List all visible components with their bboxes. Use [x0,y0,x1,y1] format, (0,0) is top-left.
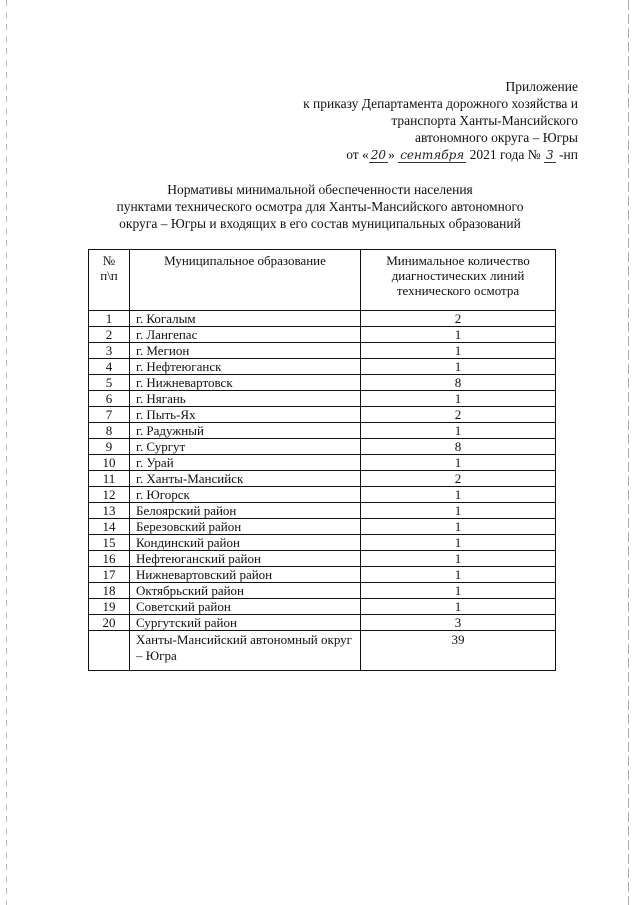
header-municipality: Муниципальное образование [130,250,361,311]
header-line-3: транспорта Ханты-Мансийского [391,113,578,128]
row-municipality: г. Нефтеюганск [130,359,361,375]
row-number: 2 [89,327,130,343]
row-number: 14 [89,519,130,535]
row-municipality: г. Урай [130,455,361,471]
row-municipality: г. Югорск [130,487,361,503]
table-row [89,423,556,439]
row-lines-count: 1 [361,551,556,567]
title-line-1: Нормативы минимальной обеспеченности населения [167,182,473,197]
title-line-3: округа – Югры и входящих в его состав муниципальных образований [119,216,521,231]
table-row [89,327,556,343]
scan-edge-left [6,0,7,905]
table-row [89,375,556,391]
row-number: 11 [89,471,130,487]
row-number: 20 [89,615,130,631]
row-number: 6 [89,391,130,407]
row-municipality: Советский район [130,599,361,615]
norms-table [88,249,556,671]
row-municipality: Сургутский район [130,615,361,631]
row-number: 13 [89,503,130,519]
title-line-2: пунктами технического осмотра для Ханты-Мансийского автономного [116,199,524,214]
document-title [70,181,570,232]
row-lines-count: 2 [361,471,556,487]
table-row [89,487,556,503]
table-row [89,439,556,455]
row-lines-count: 1 [361,535,556,551]
appendix-header [218,78,578,164]
row-municipality: г. Нижневартовск [130,375,361,391]
row-number: 7 [89,407,130,423]
row-lines-count: 2 [361,311,556,327]
row-municipality: г. Лангепас [130,327,361,343]
total-municipality: Ханты-Мансийский автономный округ – Югра [130,631,361,671]
date-sep: » [388,147,399,162]
row-lines-count: 2 [361,407,556,423]
row-lines-count: 1 [361,487,556,503]
date-month-handwritten: сентября [400,148,465,162]
row-municipality: Белоярский район [130,503,361,519]
row-number: 12 [89,487,130,503]
row-lines-count: 3 [361,615,556,631]
table-row [89,359,556,375]
order-suffix: -нп [555,147,578,162]
table-row [89,471,556,487]
row-municipality: г. Мегион [130,343,361,359]
row-lines-count: 1 [361,567,556,583]
row-municipality: Нефтеюганский район [130,551,361,567]
table-row [89,455,556,471]
row-number: 3 [89,343,130,359]
date-day-handwritten: 20 [370,148,387,162]
row-number: 15 [89,535,130,551]
row-number: 8 [89,423,130,439]
table-row [89,599,556,615]
table-row [89,311,556,327]
table-row [89,551,556,567]
table-row [89,583,556,599]
table-row [89,407,556,423]
header-line-2: к приказу Департамента дорожного хозяйства и [303,96,578,111]
row-lines-count: 1 [361,359,556,375]
row-lines-count: 8 [361,439,556,455]
row-municipality: г. Пыть-Ях [130,407,361,423]
table-header-row [89,250,556,311]
row-lines-count: 1 [361,503,556,519]
row-municipality: Нижневартовский район [130,567,361,583]
table-row [89,519,556,535]
row-municipality: Октябрьский район [130,583,361,599]
header-line-4: автономного округа – Югры [415,130,578,145]
row-municipality: Березовский район [130,519,361,535]
row-lines-count: 1 [361,583,556,599]
row-municipality: г. Радужный [130,423,361,439]
row-lines-count: 1 [361,343,556,359]
header-lines-count: Минимальное количество диагностических линий технического осмотра [361,250,556,311]
table-body [89,311,556,671]
table-total-row [89,631,556,671]
table-row [89,567,556,583]
row-municipality: Кондинский район [130,535,361,551]
table-row [89,391,556,407]
row-number: 9 [89,439,130,455]
row-municipality: г. Ханты-Мансийск [130,471,361,487]
scan-edge-right [628,0,629,905]
row-number: 1 [89,311,130,327]
table-row [89,343,556,359]
header-line-1: Приложение [505,79,578,94]
total-number [89,631,130,671]
row-lines-count: 1 [361,455,556,471]
date-prefix: от « [346,147,369,162]
table-row [89,615,556,631]
row-number: 5 [89,375,130,391]
row-lines-count: 1 [361,519,556,535]
table-row [89,503,556,519]
total-lines-count: 39 [361,631,556,671]
row-number: 17 [89,567,130,583]
header-num: № п\п [89,250,130,311]
row-lines-count: 1 [361,327,556,343]
row-municipality: г. Когалым [130,311,361,327]
order-number-handwritten: 3 [546,148,554,162]
row-number: 19 [89,599,130,615]
row-lines-count: 1 [361,391,556,407]
header-date-line [218,146,578,164]
date-year: 2021 года № [466,147,545,162]
table-row [89,535,556,551]
row-lines-count: 8 [361,375,556,391]
row-municipality: г. Сургут [130,439,361,455]
row-number: 4 [89,359,130,375]
row-lines-count: 1 [361,599,556,615]
row-number: 16 [89,551,130,567]
row-municipality: г. Нягань [130,391,361,407]
row-number: 10 [89,455,130,471]
row-number: 18 [89,583,130,599]
row-lines-count: 1 [361,423,556,439]
